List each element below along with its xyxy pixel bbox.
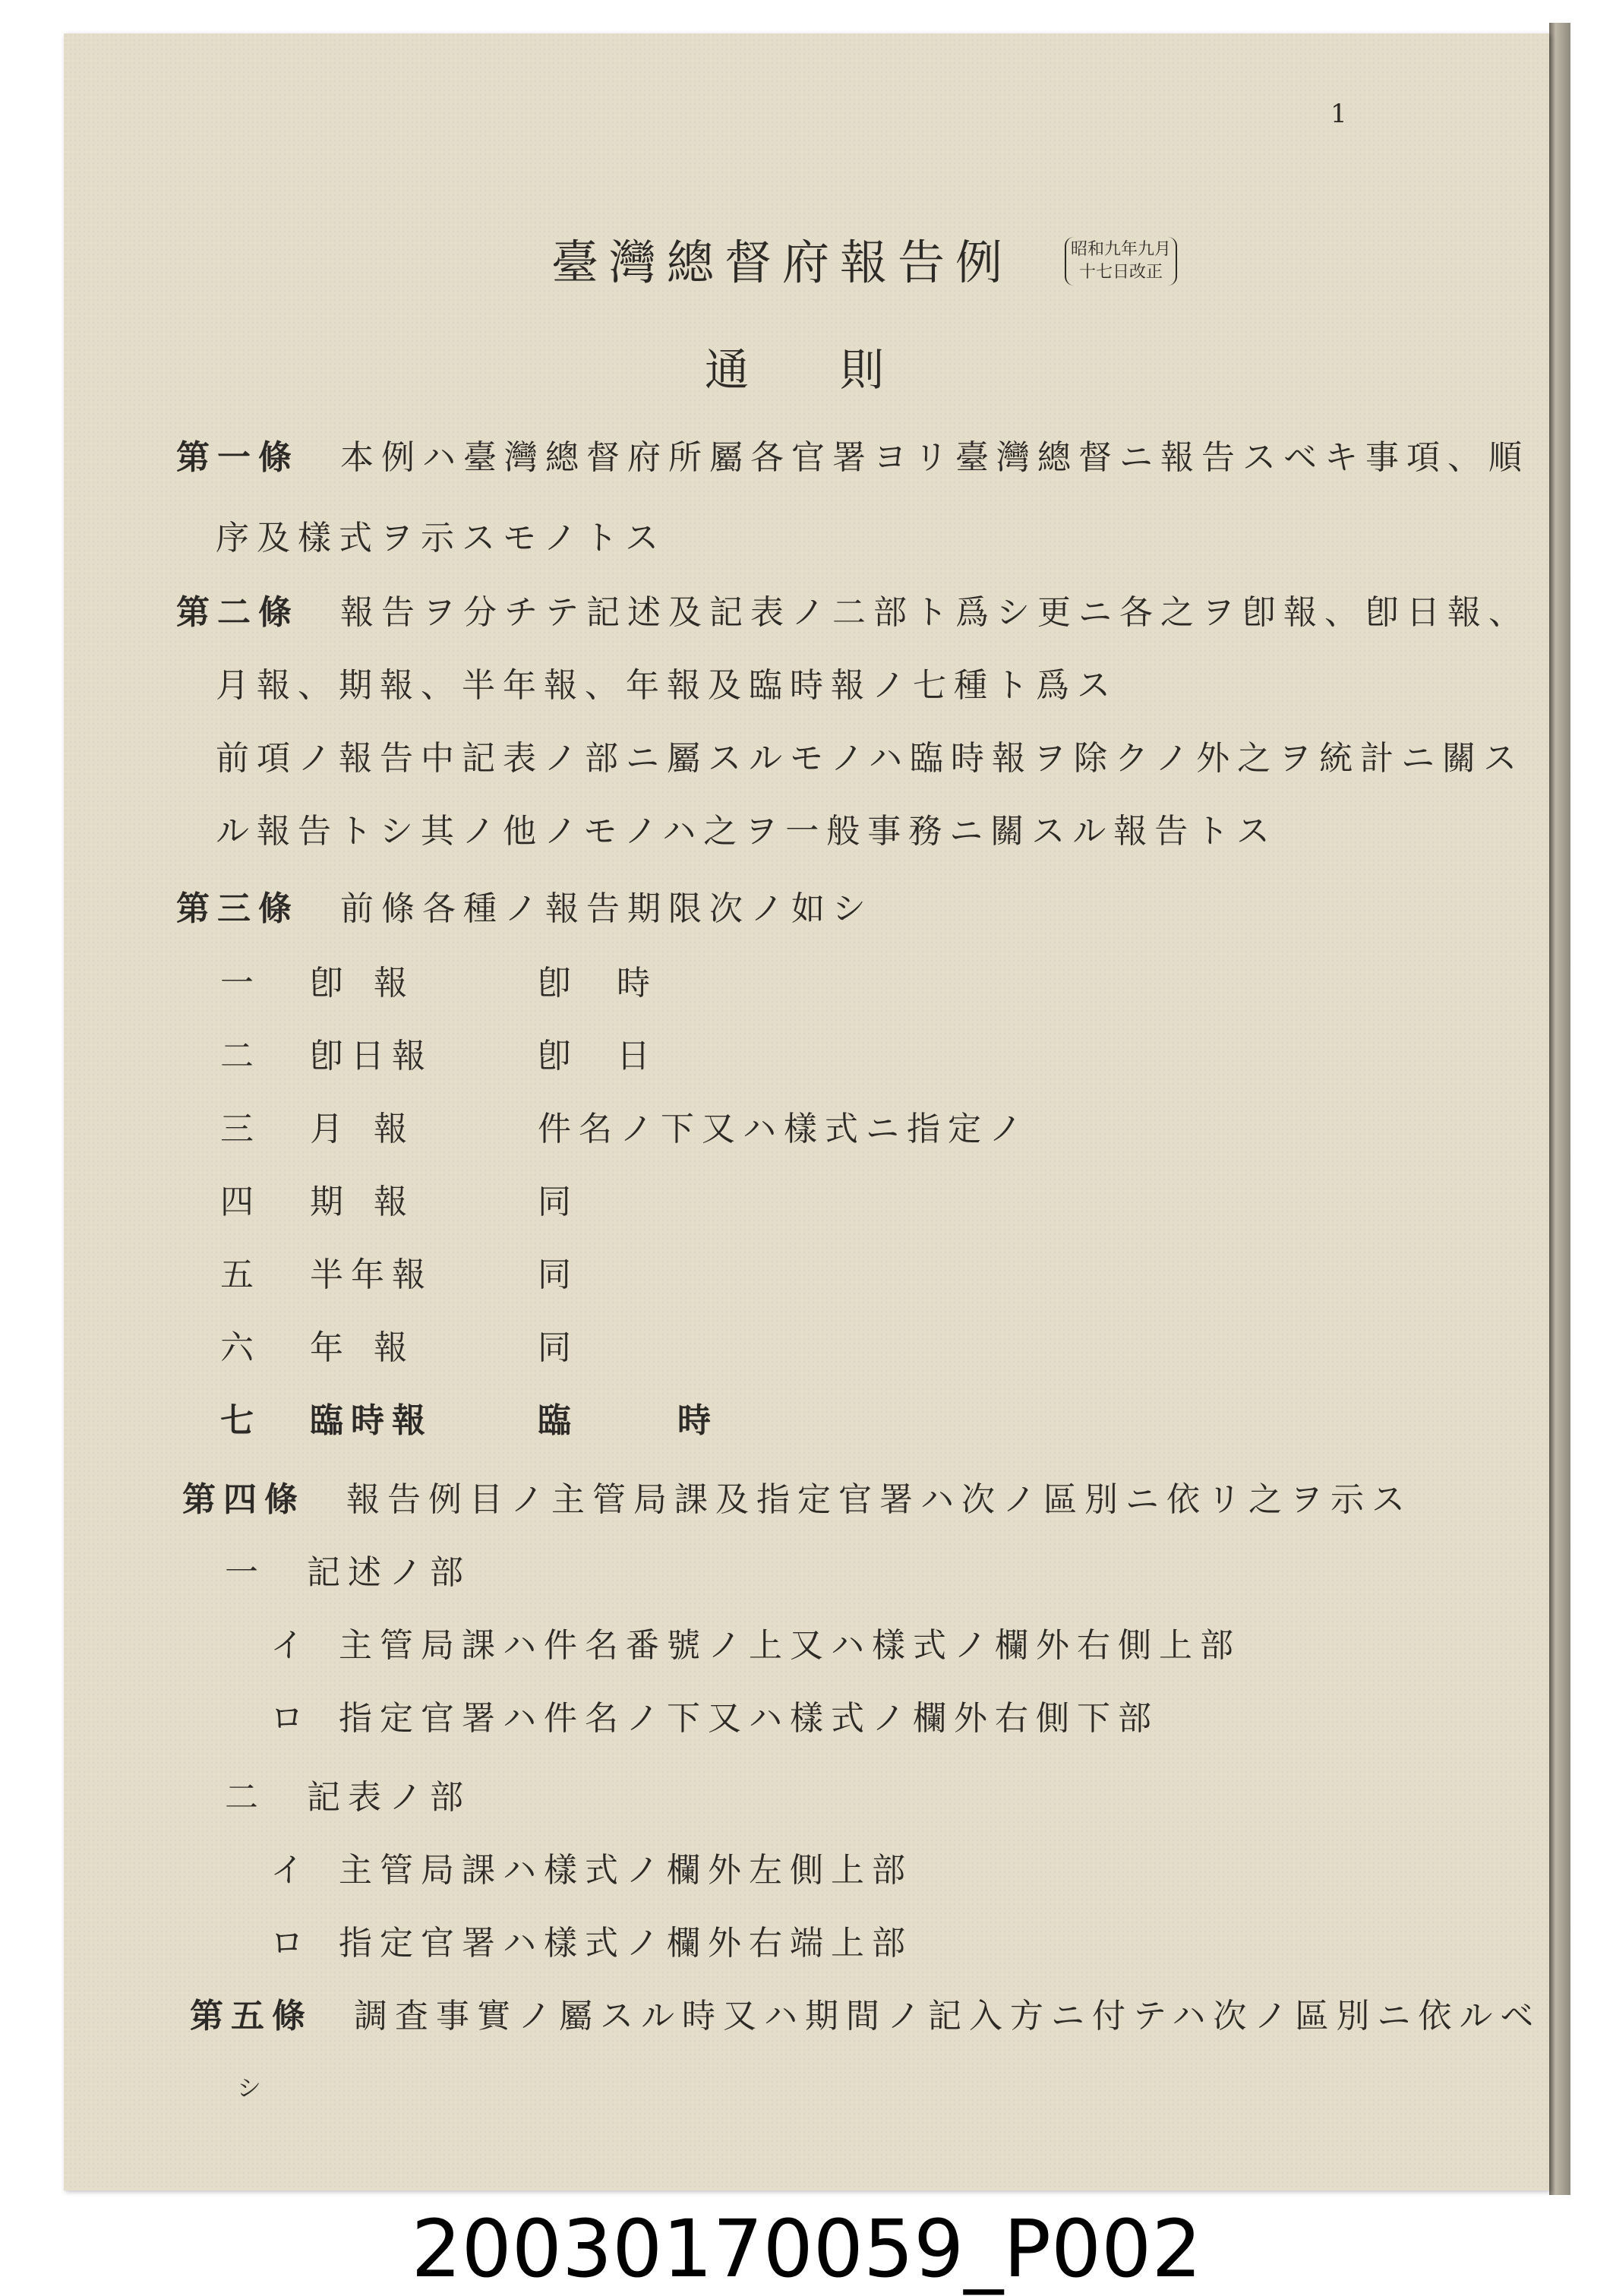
art3-line (176, 881, 873, 930)
item-number: 一 (220, 964, 261, 1003)
report-term: 卽日 (538, 1037, 696, 1075)
art2-label: 第二條 (176, 593, 299, 632)
clause-text: 指定官署ハ件名ノ下又ハ樣式ノ欄外右側下部 (339, 1699, 1159, 1738)
art3-item-2 (220, 1028, 696, 1077)
item-number: 四 (220, 1183, 261, 1221)
document-title: 臺灣總督府報告例 (551, 235, 1014, 290)
clause-text: 指定官署ハ樣式ノ欄外右端上部 (339, 1924, 913, 1963)
art1-text-1: 本例ハ臺灣總督府所屬各官署ヨリ臺灣總督ニ報告スベキ事項、順 (340, 438, 1529, 477)
title-revision-note (1065, 237, 1177, 286)
art4-sub1-ro (270, 1691, 1159, 1739)
art3-item-4 (220, 1174, 579, 1223)
clause-text: 主管局課ハ樣式ノ欄外左側上部 (339, 1851, 913, 1890)
clause-mark: イ (270, 1851, 311, 1890)
report-kind: 卽報 (310, 964, 437, 1003)
report-term: 同 (538, 1255, 579, 1294)
art3-text: 前條各種ノ報告期限次ノ如シ (340, 889, 873, 928)
art4-sub2-i (270, 1843, 913, 1891)
report-term: 臨時 (538, 1401, 817, 1440)
clause-mark: ロ (270, 1699, 311, 1738)
art3-item-7 (220, 1393, 817, 1442)
page-number: 1 (1330, 99, 1347, 129)
art5-text-1: 調査事實ノ屬スル時又ハ期間ノ記入方ニ付テハ次ノ區別ニ依ルベ (354, 1997, 1542, 2035)
section-heading: 通則 (705, 344, 976, 396)
report-kind: 半年報 (310, 1255, 433, 1294)
art4-sub2-ro (270, 1915, 913, 1964)
art3-item-5 (220, 1247, 579, 1296)
item-number: 七 (220, 1401, 261, 1440)
art2-line-3: 前項ノ報告中記表ノ部ニ屬スルモノハ臨時報ヲ除クノ外之ヲ統計ニ關ス (216, 739, 1525, 778)
art4-line (182, 1472, 1413, 1521)
report-kind: 臨時報 (310, 1401, 433, 1440)
art1-label: 第一條 (176, 438, 299, 477)
clause-mark: イ (270, 1626, 311, 1665)
report-term: 同 (538, 1183, 579, 1221)
report-term: 件名ノ下又ハ樣式ニ指定ノ (538, 1110, 1030, 1148)
art5-line-2: シ (237, 2073, 270, 2102)
art2-text-1: 報告ヲ分チテ記述及記表ノ二部ト爲シ更ニ各之ヲ卽報、卽日報、 (340, 593, 1529, 632)
art1-line-2: 序及樣式ヲ示スモノトス (216, 519, 667, 557)
art4-label: 第四條 (182, 1480, 305, 1519)
art2-line-4: ル報告トシ其ノ他ノモノハ之ヲ一般事務ニ關スル報告トス (216, 812, 1277, 851)
page-edge-shadow (1549, 23, 1570, 2195)
art2-line-1 (176, 585, 1529, 633)
art1-line-1 (176, 430, 1529, 478)
item-number: 二 (220, 1037, 261, 1075)
report-term: 卽時 (538, 964, 696, 1003)
clause-mark: ロ (270, 1924, 311, 1963)
art3-item-3 (220, 1101, 1030, 1150)
report-kind: 月報 (310, 1110, 437, 1148)
item-number: 三 (220, 1110, 261, 1148)
art3-item-1 (220, 955, 696, 1004)
clause-text: 主管局課ハ件名番號ノ上又ハ樣式ノ欄外右側上部 (339, 1626, 1241, 1665)
art5-label: 第五條 (190, 1997, 313, 2035)
item-number: 六 (220, 1328, 261, 1367)
art5-line-1 (190, 1988, 1541, 2037)
report-kind: 期報 (310, 1183, 437, 1221)
art4-sub1-head: 一 記述ノ部 (225, 1553, 471, 1592)
art3-label: 第三條 (176, 889, 299, 928)
item-number: 五 (220, 1255, 261, 1294)
report-kind: 年報 (310, 1328, 437, 1367)
art4-sub1-i (270, 1618, 1241, 1666)
archive-id-caption: 20030170059_P002 (411, 2203, 1202, 2295)
art3-item-6 (220, 1320, 579, 1369)
report-kind: 卽日報 (310, 1037, 433, 1075)
report-term: 同 (538, 1328, 579, 1367)
title-note-line-1: 昭和九年九月 (1071, 240, 1172, 259)
art2-line-2: 月報、期報、半年報、年報及臨時報ノ七種ト爲ス (216, 666, 1118, 705)
art4-sub2-head: 二 記表ノ部 (225, 1778, 471, 1817)
art4-text: 報告例目ノ主管局課及指定官署ハ次ノ區別ニ依リ之ヲ示ス (346, 1480, 1413, 1519)
title-note-line-2: 十七日改正 (1079, 263, 1163, 282)
